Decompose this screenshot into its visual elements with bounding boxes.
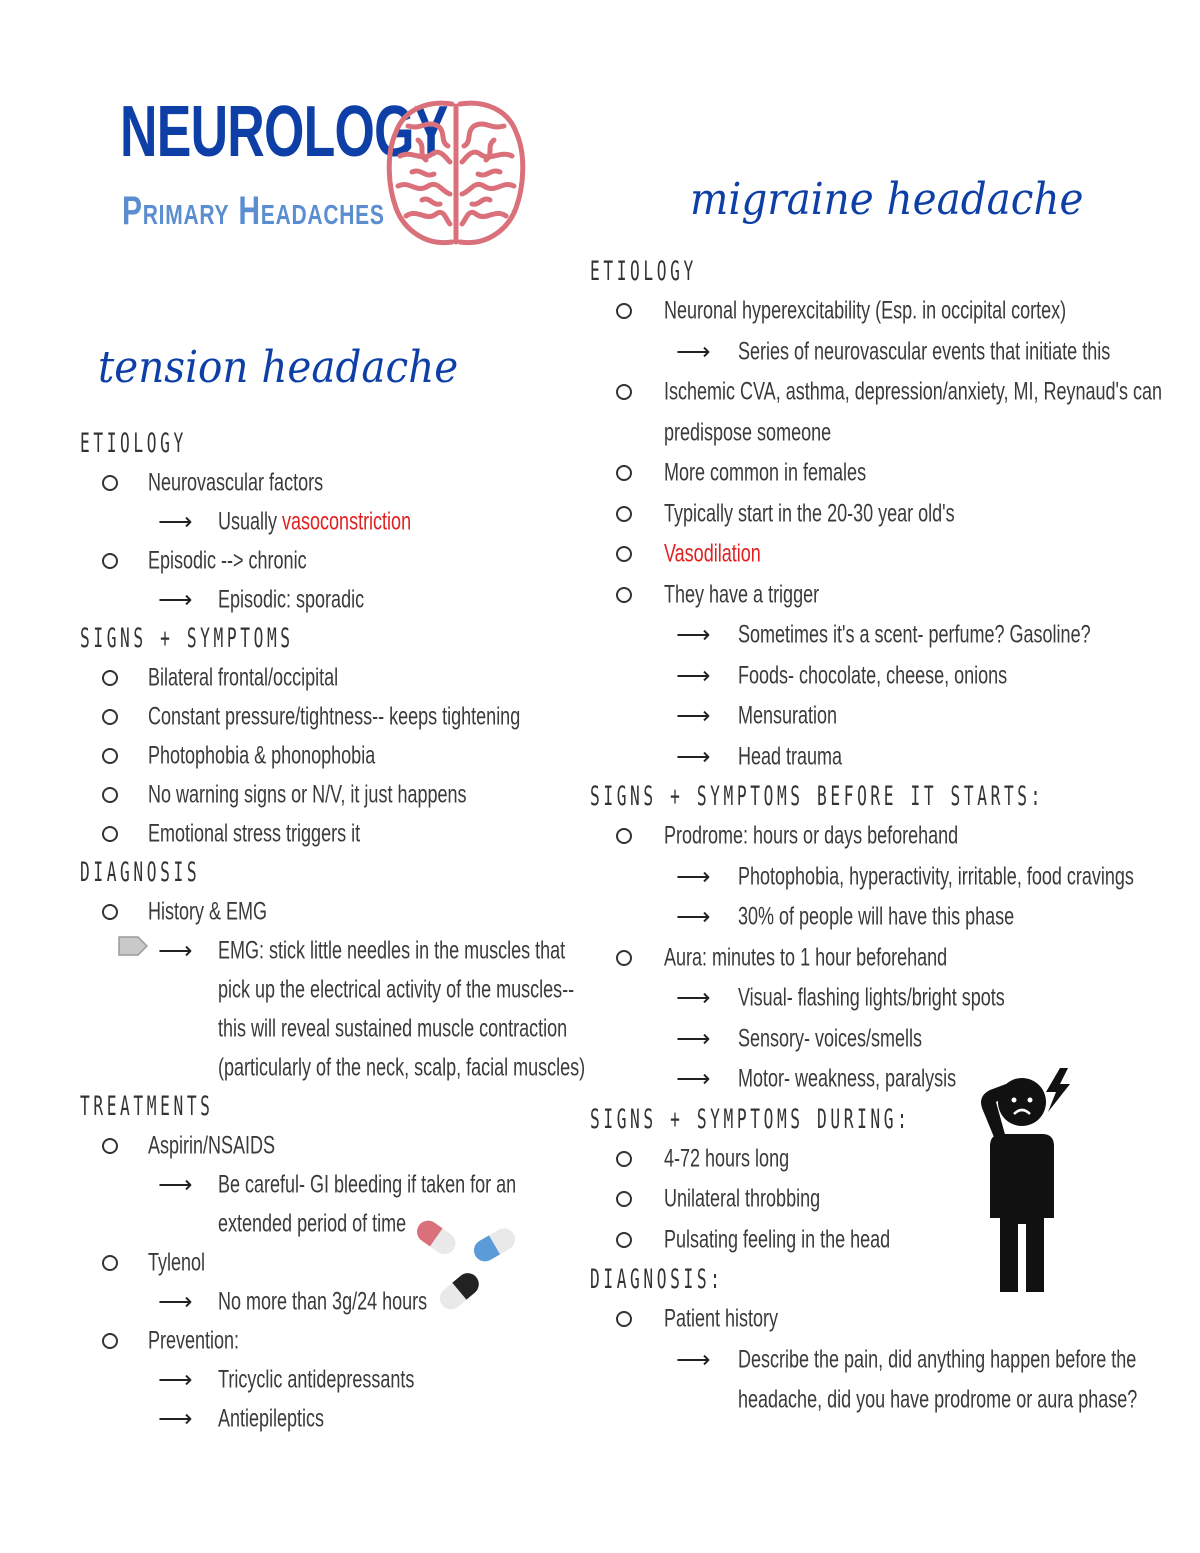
list-item-text	[664, 580, 819, 609]
list-item-label: Neuronal hyperexcitability (Esp. in occipital cortex)	[664, 296, 1067, 325]
list-item	[590, 615, 1170, 656]
migraine-title	[690, 174, 1083, 225]
list-item-label: More common in females	[664, 458, 867, 487]
list-item	[80, 1399, 570, 1438]
list-item-text	[738, 903, 1014, 932]
list-item-text	[148, 702, 520, 731]
list-item	[80, 892, 570, 931]
migraine-etiology-list	[590, 291, 1170, 777]
list-item-text	[148, 819, 360, 848]
list-item-label: 30% of people will have this phase	[738, 902, 1015, 931]
bullet-icon	[616, 828, 632, 844]
list-item-label: Patient history	[664, 1304, 779, 1333]
bullet-icon	[102, 1138, 118, 1154]
list-item-label: Ischemic CVA, asthma, depression/anxiety, MI, Reynaud's can	[664, 377, 1162, 406]
list-item-text	[738, 702, 837, 731]
list-item	[590, 494, 1170, 535]
arrow-icon: ⟶	[676, 742, 711, 771]
list-item-label: Neurovascular factors	[148, 468, 324, 496]
list-item-label: Mensuration	[738, 701, 838, 730]
list-item-text	[664, 418, 831, 447]
list-item-text	[218, 936, 565, 965]
list-item-label: Episodic --> chronic	[148, 546, 307, 574]
migraine-etiology-heading: ETIOLOGY	[590, 256, 697, 287]
list-item	[590, 1340, 1170, 1381]
list-item	[590, 1220, 1170, 1261]
list-item-label: No more than 3g/24 hours	[218, 1287, 428, 1315]
arrow-icon: ⟶	[676, 337, 711, 366]
migraine-before-list	[590, 816, 1170, 1100]
arrow-icon: ⟶	[676, 902, 711, 931]
arrow-icon: ⟶	[158, 1403, 193, 1432]
bullet-icon	[102, 670, 118, 686]
bullet-icon	[616, 1311, 632, 1327]
list-item-text	[218, 1014, 567, 1043]
list-item-label: Sensory- voices/smells	[738, 1024, 923, 1053]
list-item	[590, 453, 1170, 494]
list-item-label: Unilateral throbbing	[664, 1184, 821, 1213]
list-item-text	[664, 540, 761, 569]
pills-icon	[410, 1218, 522, 1314]
list-item	[590, 332, 1170, 373]
tension-diagnosis-list	[80, 892, 586, 1087]
arrow-icon: ⟶	[676, 1345, 711, 1374]
list-item-text	[738, 337, 1110, 366]
list-item-text	[738, 862, 1134, 891]
bullet-icon	[616, 303, 632, 319]
list-item-text	[738, 1024, 922, 1053]
bullet-icon	[102, 1333, 118, 1349]
list-item-text	[664, 459, 866, 488]
tension-title-text: tension headache	[98, 342, 459, 393]
list-item-text	[664, 1225, 890, 1254]
arrow-icon: ⟶	[676, 1024, 711, 1053]
list-item-label: Sometimes it's a scent- perfume? Gasoline?	[738, 620, 1091, 649]
list-item-label: 4-72 hours long	[664, 1144, 790, 1173]
migraine-title-text: migraine headache	[690, 174, 1084, 225]
migraine-diagnosis-heading: DIAGNOSIS:	[590, 1264, 724, 1295]
list-item	[590, 372, 1170, 413]
list-item	[80, 1360, 570, 1399]
list-item-text	[664, 1305, 778, 1334]
arrow-icon: ⟶	[676, 661, 711, 690]
list-item	[590, 1299, 1170, 1340]
list-item	[80, 463, 570, 502]
bullet-icon	[102, 475, 118, 491]
list-item	[80, 1165, 570, 1204]
list-item-text	[148, 468, 323, 497]
list-item-text	[148, 546, 307, 575]
arrow-icon: ⟶	[158, 1286, 193, 1315]
list-item-label: They have a trigger	[664, 580, 820, 609]
list-item-label: Bilateral frontal/occipital	[148, 663, 339, 691]
list-item-label: Pulsating feeling in the head	[664, 1225, 891, 1254]
list-item-text	[148, 780, 467, 809]
arrow-icon: ⟶	[676, 862, 711, 891]
list-item-label: Tricyclic antidepressants	[218, 1365, 415, 1393]
list-item	[590, 978, 1170, 1019]
list-item-text	[664, 297, 1066, 326]
list-item	[80, 1009, 570, 1048]
bullet-icon	[616, 950, 632, 966]
tension-etiology-list	[80, 463, 570, 619]
list-item-text	[218, 1170, 516, 1199]
tension-signs-heading: SIGNS + SYMPTOMS	[80, 623, 294, 654]
list-item-text	[148, 1326, 239, 1355]
list-item-text	[218, 585, 364, 614]
migraine-during-list	[590, 1139, 1170, 1261]
list-item-label: Aura: minutes to 1 hour beforehand	[664, 943, 948, 972]
arrow-icon: ⟶	[158, 1364, 193, 1393]
bullet-icon	[616, 1191, 632, 1207]
list-item	[80, 1048, 586, 1087]
highlight-text: Vasodilation	[664, 539, 761, 568]
list-item	[80, 775, 570, 814]
list-item	[590, 737, 1170, 778]
page-title: NEUROLOGY	[120, 92, 448, 172]
list-item-label: Typically start in the 20-30 year old's	[664, 499, 955, 528]
list-item-label: No warning signs or N/V, it just happens	[148, 780, 467, 808]
list-item-text	[148, 663, 338, 692]
list-item-label: Constant pressure/tightness-- keeps tightening	[148, 702, 521, 730]
list-item-text	[148, 1131, 275, 1160]
list-item-label: Aspirin/NSAIDS	[148, 1131, 276, 1159]
list-item	[80, 736, 570, 775]
list-item-label: Photophobia & phonophobia	[148, 741, 376, 769]
list-item	[80, 970, 575, 1009]
list-item-text	[664, 822, 958, 851]
list-item-text	[738, 621, 1091, 650]
list-item-label: extended period of time	[218, 1209, 407, 1237]
list-item-text	[738, 984, 1005, 1013]
list-item	[80, 697, 570, 736]
tension-etiology-heading: ETIOLOGY	[80, 428, 187, 459]
list-item	[80, 580, 570, 619]
migraine-during-heading: SIGNS + SYMPTOMS DURING:	[590, 1103, 911, 1135]
migraine-before-heading: SIGNS + SYMPTOMS BEFORE IT STARTS:	[590, 781, 1045, 812]
list-item-label: EMG: stick little needles in the muscles that	[218, 936, 566, 964]
list-item-text	[218, 507, 411, 536]
bullet-icon	[616, 1151, 632, 1167]
tension-title	[98, 342, 458, 393]
list-item	[590, 413, 1170, 454]
list-item	[80, 658, 570, 697]
list-item	[80, 1126, 570, 1165]
bullet-icon	[102, 553, 118, 569]
bullet-icon	[616, 465, 632, 481]
list-item-text	[218, 975, 574, 1004]
list-item-text	[664, 499, 955, 528]
arrow-icon: ⟶	[158, 584, 193, 613]
arrow-icon: ⟶	[676, 620, 711, 649]
list-item-text	[664, 943, 947, 972]
tag-icon	[118, 936, 148, 956]
list-item-label: Foods- chocolate, cheese, onions	[738, 661, 1008, 690]
list-item-text	[664, 1185, 820, 1214]
migraine-diagnosis-list	[590, 1299, 1170, 1421]
highlight-text: vasoconstriction	[282, 507, 412, 535]
list-item-label: this will reveal sustained muscle contraction	[218, 1014, 568, 1042]
list-item-label: Motor- weakness, paralysis	[738, 1064, 957, 1093]
bullet-icon	[102, 787, 118, 803]
bullet-icon	[616, 546, 632, 562]
list-item-label: headache, did you have prodrome or aura phase?	[738, 1385, 1138, 1414]
list-item-label: Photophobia, hyperactivity, irritable, food cravings	[738, 862, 1134, 891]
bullet-icon	[616, 1232, 632, 1248]
list-item-label: Head trauma	[738, 742, 843, 771]
list-item	[590, 1380, 1170, 1421]
arrow-icon: ⟶	[158, 1169, 193, 1198]
migraine-column	[590, 252, 1170, 1421]
list-item	[590, 656, 1170, 697]
tension-diagnosis-heading: DIAGNOSIS	[80, 857, 201, 888]
list-item-text	[738, 742, 842, 771]
list-item-label: Prevention:	[148, 1326, 240, 1354]
tension-treatments-heading: TREATMENTS	[80, 1091, 214, 1122]
bullet-icon	[102, 709, 118, 725]
list-item-label: Emotional stress triggers it	[148, 819, 361, 847]
list-item-label: Episodic: sporadic	[218, 585, 365, 613]
list-item	[590, 1139, 1170, 1180]
list-item-text	[664, 378, 1162, 407]
list-item	[590, 1019, 1170, 1060]
list-item	[590, 291, 1170, 332]
tension-signs-list	[80, 658, 570, 853]
list-item-text	[148, 897, 267, 926]
list-item	[80, 814, 570, 853]
list-item-label: Antiepileptics	[218, 1404, 325, 1432]
list-item-label: Tylenol	[148, 1248, 206, 1276]
list-item	[590, 1059, 1170, 1100]
list-item	[590, 938, 1170, 979]
page-subtitle: Primary Headaches	[122, 189, 385, 233]
list-item-label: History & EMG	[148, 897, 268, 925]
list-item-label: Visual- flashing lights/bright spots	[738, 983, 1005, 1012]
list-item-label: Prodrome: hours or days beforehand	[664, 821, 959, 850]
list-item-text	[218, 1209, 406, 1238]
list-item	[590, 1179, 1170, 1220]
arrow-icon: ⟶	[676, 1064, 711, 1093]
list-item-text	[218, 1365, 414, 1394]
bullet-icon	[616, 587, 632, 603]
list-item-text	[738, 1386, 1137, 1415]
list-item-text	[218, 1053, 585, 1082]
arrow-icon: ⟶	[676, 983, 711, 1012]
brain-icon	[382, 96, 530, 252]
list-item-text	[148, 741, 375, 770]
list-item-text	[218, 1287, 427, 1316]
bullet-icon	[616, 506, 632, 522]
bullet-icon	[102, 748, 118, 764]
list-item-label: (particularly of the neck, scalp, facial muscles)	[218, 1053, 586, 1081]
arrow-icon: ⟶	[158, 935, 193, 964]
list-item-text	[738, 1345, 1136, 1374]
list-item-label: predispose someone	[664, 418, 832, 447]
headache-person-icon	[976, 1062, 1082, 1296]
list-item	[590, 575, 1170, 616]
arrow-icon: ⟶	[158, 506, 193, 535]
bullet-icon	[102, 1255, 118, 1271]
bullet-icon	[102, 826, 118, 842]
bullet-icon	[616, 384, 632, 400]
list-item-label: pick up the electrical activity of the muscles--	[218, 975, 575, 1003]
list-item	[590, 897, 1170, 938]
list-item	[80, 541, 570, 580]
list-item-text	[148, 1248, 205, 1277]
list-item-label: Describe the pain, did anything happen before the	[738, 1345, 1137, 1374]
arrow-icon: ⟶	[676, 701, 711, 730]
list-item	[80, 931, 570, 970]
list-item-label: Be careful- GI bleeding if taken for an	[218, 1170, 517, 1198]
list-item-text	[664, 1144, 789, 1173]
list-item	[80, 1321, 570, 1360]
list-item	[80, 502, 570, 541]
bullet-icon	[102, 904, 118, 920]
list-item	[590, 816, 1170, 857]
list-item-text	[738, 661, 1007, 690]
list-item-label: Series of neurovascular events that initiate this	[738, 337, 1111, 366]
list-item	[590, 857, 1170, 898]
list-item	[590, 534, 1170, 575]
list-item-text	[218, 1404, 324, 1433]
list-item-label: Usually	[218, 507, 283, 535]
list-item	[590, 696, 1170, 737]
list-item-text	[738, 1065, 956, 1094]
